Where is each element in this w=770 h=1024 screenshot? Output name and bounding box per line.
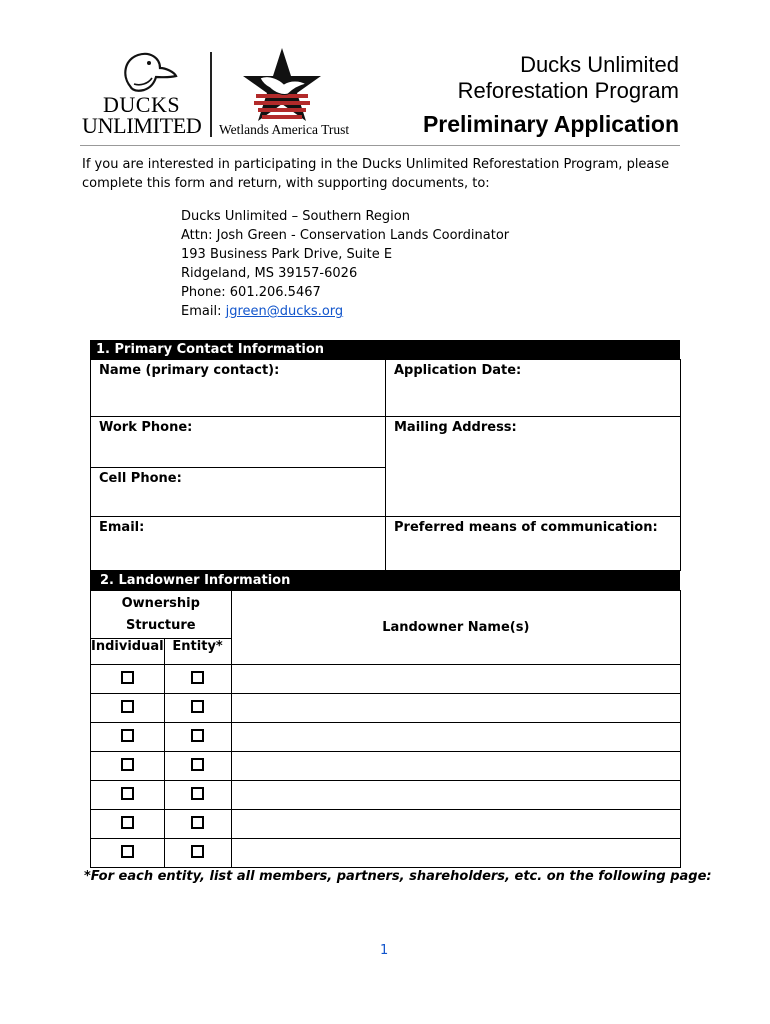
table-row (91, 723, 681, 752)
individual-checkbox-cell (91, 839, 165, 868)
entity-footnote: *For each entity, list all members, partners, shareholders, etc. on the following page: (84, 869, 712, 884)
entity-header: Entity* (164, 639, 231, 665)
preferred-communication-field[interactable] (385, 516, 681, 571)
address-email-row (181, 302, 509, 321)
individual-checkbox-cell (91, 694, 165, 723)
program-title-line2: Reforestation Program (457, 78, 679, 103)
cell-phone-label: Cell Phone: (99, 471, 182, 486)
page-title: Preliminary Application (422, 111, 679, 137)
application-date-label: Application Date: (394, 363, 522, 378)
entity-checkbox-cell (164, 723, 231, 752)
work-phone-field[interactable] (90, 416, 386, 468)
table-row (91, 839, 681, 868)
name-field[interactable] (90, 359, 386, 417)
individual-checkbox[interactable] (121, 787, 134, 800)
individual-checkbox[interactable] (121, 700, 134, 713)
table-row (91, 810, 681, 839)
individual-checkbox[interactable] (121, 816, 134, 829)
entity-checkbox-cell (164, 781, 231, 810)
section2-header: 2. Landowner Information (90, 571, 680, 590)
mailing-address-field[interactable] (385, 416, 681, 517)
individual-checkbox-cell (91, 752, 165, 781)
entity-checkbox[interactable] (191, 729, 204, 742)
email-field[interactable] (90, 516, 386, 571)
table-row (91, 694, 681, 723)
individual-checkbox[interactable] (121, 671, 134, 684)
address-phone: Phone: 601.206.5467 (181, 285, 321, 300)
landowner-names-header: Landowner Name(s) (231, 591, 680, 665)
entity-checkbox[interactable] (191, 845, 204, 858)
entity-checkbox-cell (164, 694, 231, 723)
email-link[interactable]: jgreen@ducks.org (225, 304, 344, 319)
landowner-name-input[interactable] (231, 752, 680, 781)
page-number: 1 (380, 943, 389, 958)
landowner-name-input[interactable] (231, 839, 680, 868)
individual-checkbox-cell (91, 723, 165, 752)
entity-checkbox[interactable] (191, 816, 204, 829)
ducks-unlimited-logo-line1: DUCKS (103, 92, 181, 117)
table-row (91, 781, 681, 810)
entity-checkbox-cell (164, 752, 231, 781)
program-title-line1: Ducks Unlimited (520, 52, 679, 77)
landowner-name-input[interactable] (231, 694, 680, 723)
preferred-communication-label: Preferred means of communication: (394, 520, 658, 535)
ducks-unlimited-logo-line2: UNLIMITED (82, 113, 202, 138)
entity-checkbox-cell (164, 810, 231, 839)
landowner-name-input[interactable] (231, 665, 680, 694)
address-email-label: Email: (181, 304, 226, 319)
work-phone-label: Work Phone: (99, 420, 193, 435)
section1-header: 1. Primary Contact Information (90, 340, 680, 359)
address-line2: Attn: Josh Green - Conservation Lands Coordinator (181, 228, 510, 243)
table-row (91, 752, 681, 781)
address-line1: Ducks Unlimited – Southern Region (181, 209, 410, 224)
address-line4: Ridgeland, MS 39157-6026 (181, 266, 358, 281)
landowner-name-input[interactable] (231, 723, 680, 752)
individual-checkbox-cell (91, 781, 165, 810)
individual-checkbox[interactable] (121, 845, 134, 858)
landowner-table (90, 590, 681, 868)
table-row (91, 665, 681, 694)
ownership-structure-header: Ownership Structure (91, 591, 232, 639)
entity-checkbox[interactable] (191, 787, 204, 800)
address-line3: 193 Business Park Drive, Suite E (181, 247, 393, 262)
entity-checkbox[interactable] (191, 700, 204, 713)
email-label: Email: (99, 520, 145, 535)
intro-paragraph: If you are interested in participating in the Ducks Unlimited Reforestation Program, please complete this form and return, with supporting documents, to: (82, 157, 670, 191)
individual-checkbox-cell (91, 810, 165, 839)
entity-checkbox[interactable] (191, 671, 204, 684)
entity-checkbox[interactable] (191, 758, 204, 771)
landowner-name-input[interactable] (231, 781, 680, 810)
header-divider (80, 145, 680, 146)
cell-phone-field[interactable] (90, 467, 386, 517)
individual-header: Individual (91, 639, 165, 665)
individual-checkbox-cell (91, 665, 165, 694)
entity-checkbox-cell (164, 839, 231, 868)
individual-checkbox[interactable] (121, 729, 134, 742)
entity-checkbox-cell (164, 665, 231, 694)
logo-divider (210, 52, 212, 137)
name-label: Name (primary contact): (99, 363, 280, 378)
individual-checkbox[interactable] (121, 758, 134, 771)
application-date-field[interactable] (385, 359, 681, 417)
mailing-address-block (181, 207, 509, 321)
landowner-name-input[interactable] (231, 810, 680, 839)
mailing-address-label: Mailing Address: (394, 420, 517, 435)
wetlands-america-trust-logo-text: Wetlands America Trust (219, 122, 350, 137)
